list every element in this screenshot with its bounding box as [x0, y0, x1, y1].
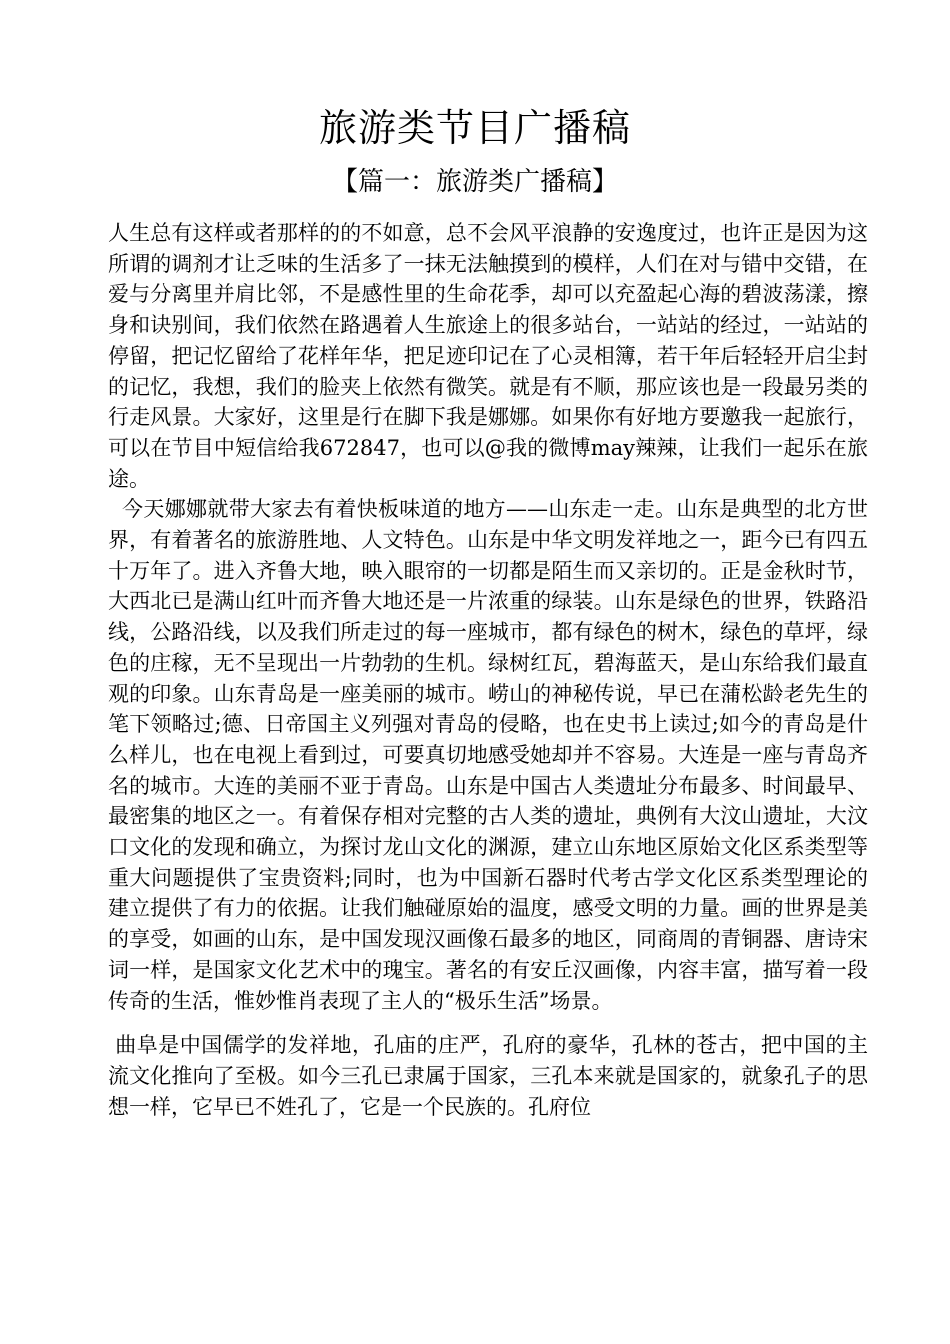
paragraph-2: 今天娜娜就带大家去有着快板味道的地方——山东走一走。山东是典型的北方世界，有着著名的旅游胜地、人文特色。山东是中华文明发祥地之一，距今已有四五十万年了。进入齐鲁大地，映入眼帘的一切都是陌生而又亲切的。正是金秋时节，大西北已是满山红叶而齐鲁大地还是一片浓重的绿装。山东是绿色的世界，铁路沿线，公路沿线，以及我们所走过的每一座城市，都有绿色的树木，绿色的草坪，绿色的庄稼，无不呈现出一片勃勃的生机。绿树红瓦，碧海蓝天，是山东给我们最直观的印象。山东青岛是一座美丽的城市。崂山的神秘传说，早已在蒲松龄老先生的笔下领略过;德、日帝国主义列强对青岛的侵略，也在史书上读过;如今的青岛是什么样儿，也在电视上看到过，可要真切地感受她却并不容易。大连是一座与青岛齐名的城市。大连的美丽不亚于青岛。山东是中国古人类遗址分布最多、时间最早、最密集的地区之一。有着保存相对完整的古人类的遗址，典例有大汶山遗址，大汶口文化的发现和确立，为探讨龙山文化的渊源，建立山东地区原始文化区系类型等重大问题提供了宝贵资料;同时，也为中国新石器时代考古学文化区系类型理论的建立提供了有力的依据。让我们触碰原始的温度，感受文明的力量。画的世界是美的享受，如画的山东，是中国发现汉画像石最多的地区，同商周的青铜器、唐诗宋词一样，是国家文化艺术中的瑰宝。著名的有安丘汉画像，内容丰富，描写着一段传奇的生活，惟妙惟肖表现了主人的“极乐生活”场景。: [108, 497, 869, 1013]
section-heading: 【篇一：旅游类广播稿】: [331, 167, 618, 197]
paragraph-3: 曲阜是中国儒学的发祥地，孔庙的庄严，孔府的豪华，孔林的苍古，把中国的主流文化推向了至极。如今三孔已隶属于国家，三孔本来就是国家的，就象孔子的思想一样，它早已不姓孔了，它是一个民族的。孔府位: [108, 1033, 868, 1119]
article-body: [108, 218, 868, 1122]
paragraph-1: 人生总有这样或者那样的的不如意，总不会风平浪静的安逸度过，也许正是因为这所谓的调剂才让乏味的生活多了一抹无法触摸到的模样，人们在对与错中交错，在爱与分离里并肩比邻，不是感性里的生命花季，却可以充盈起心海的碧波荡漾，擦身和诀别间，我们依然在路遇着人生旅途上的很多站台，一站站的经过，一站站的停留，把记忆留给了花样年华，把足迹印记在了心灵相簿，若干年后轻轻开启尘封的记忆，我想，我们的脸夹上依然有微笑。就是有不顺，那应该也是一段最另类的行走风景。大家好，这里是行在脚下我是娜娜。如果你有好地方要邀我一起旅行，可以在节目中短信给我672847，也可以@我的微博may辣辣，让我们一起乐在旅途。: [108, 221, 868, 491]
page-title: 旅游类节目广播稿: [318, 106, 631, 150]
